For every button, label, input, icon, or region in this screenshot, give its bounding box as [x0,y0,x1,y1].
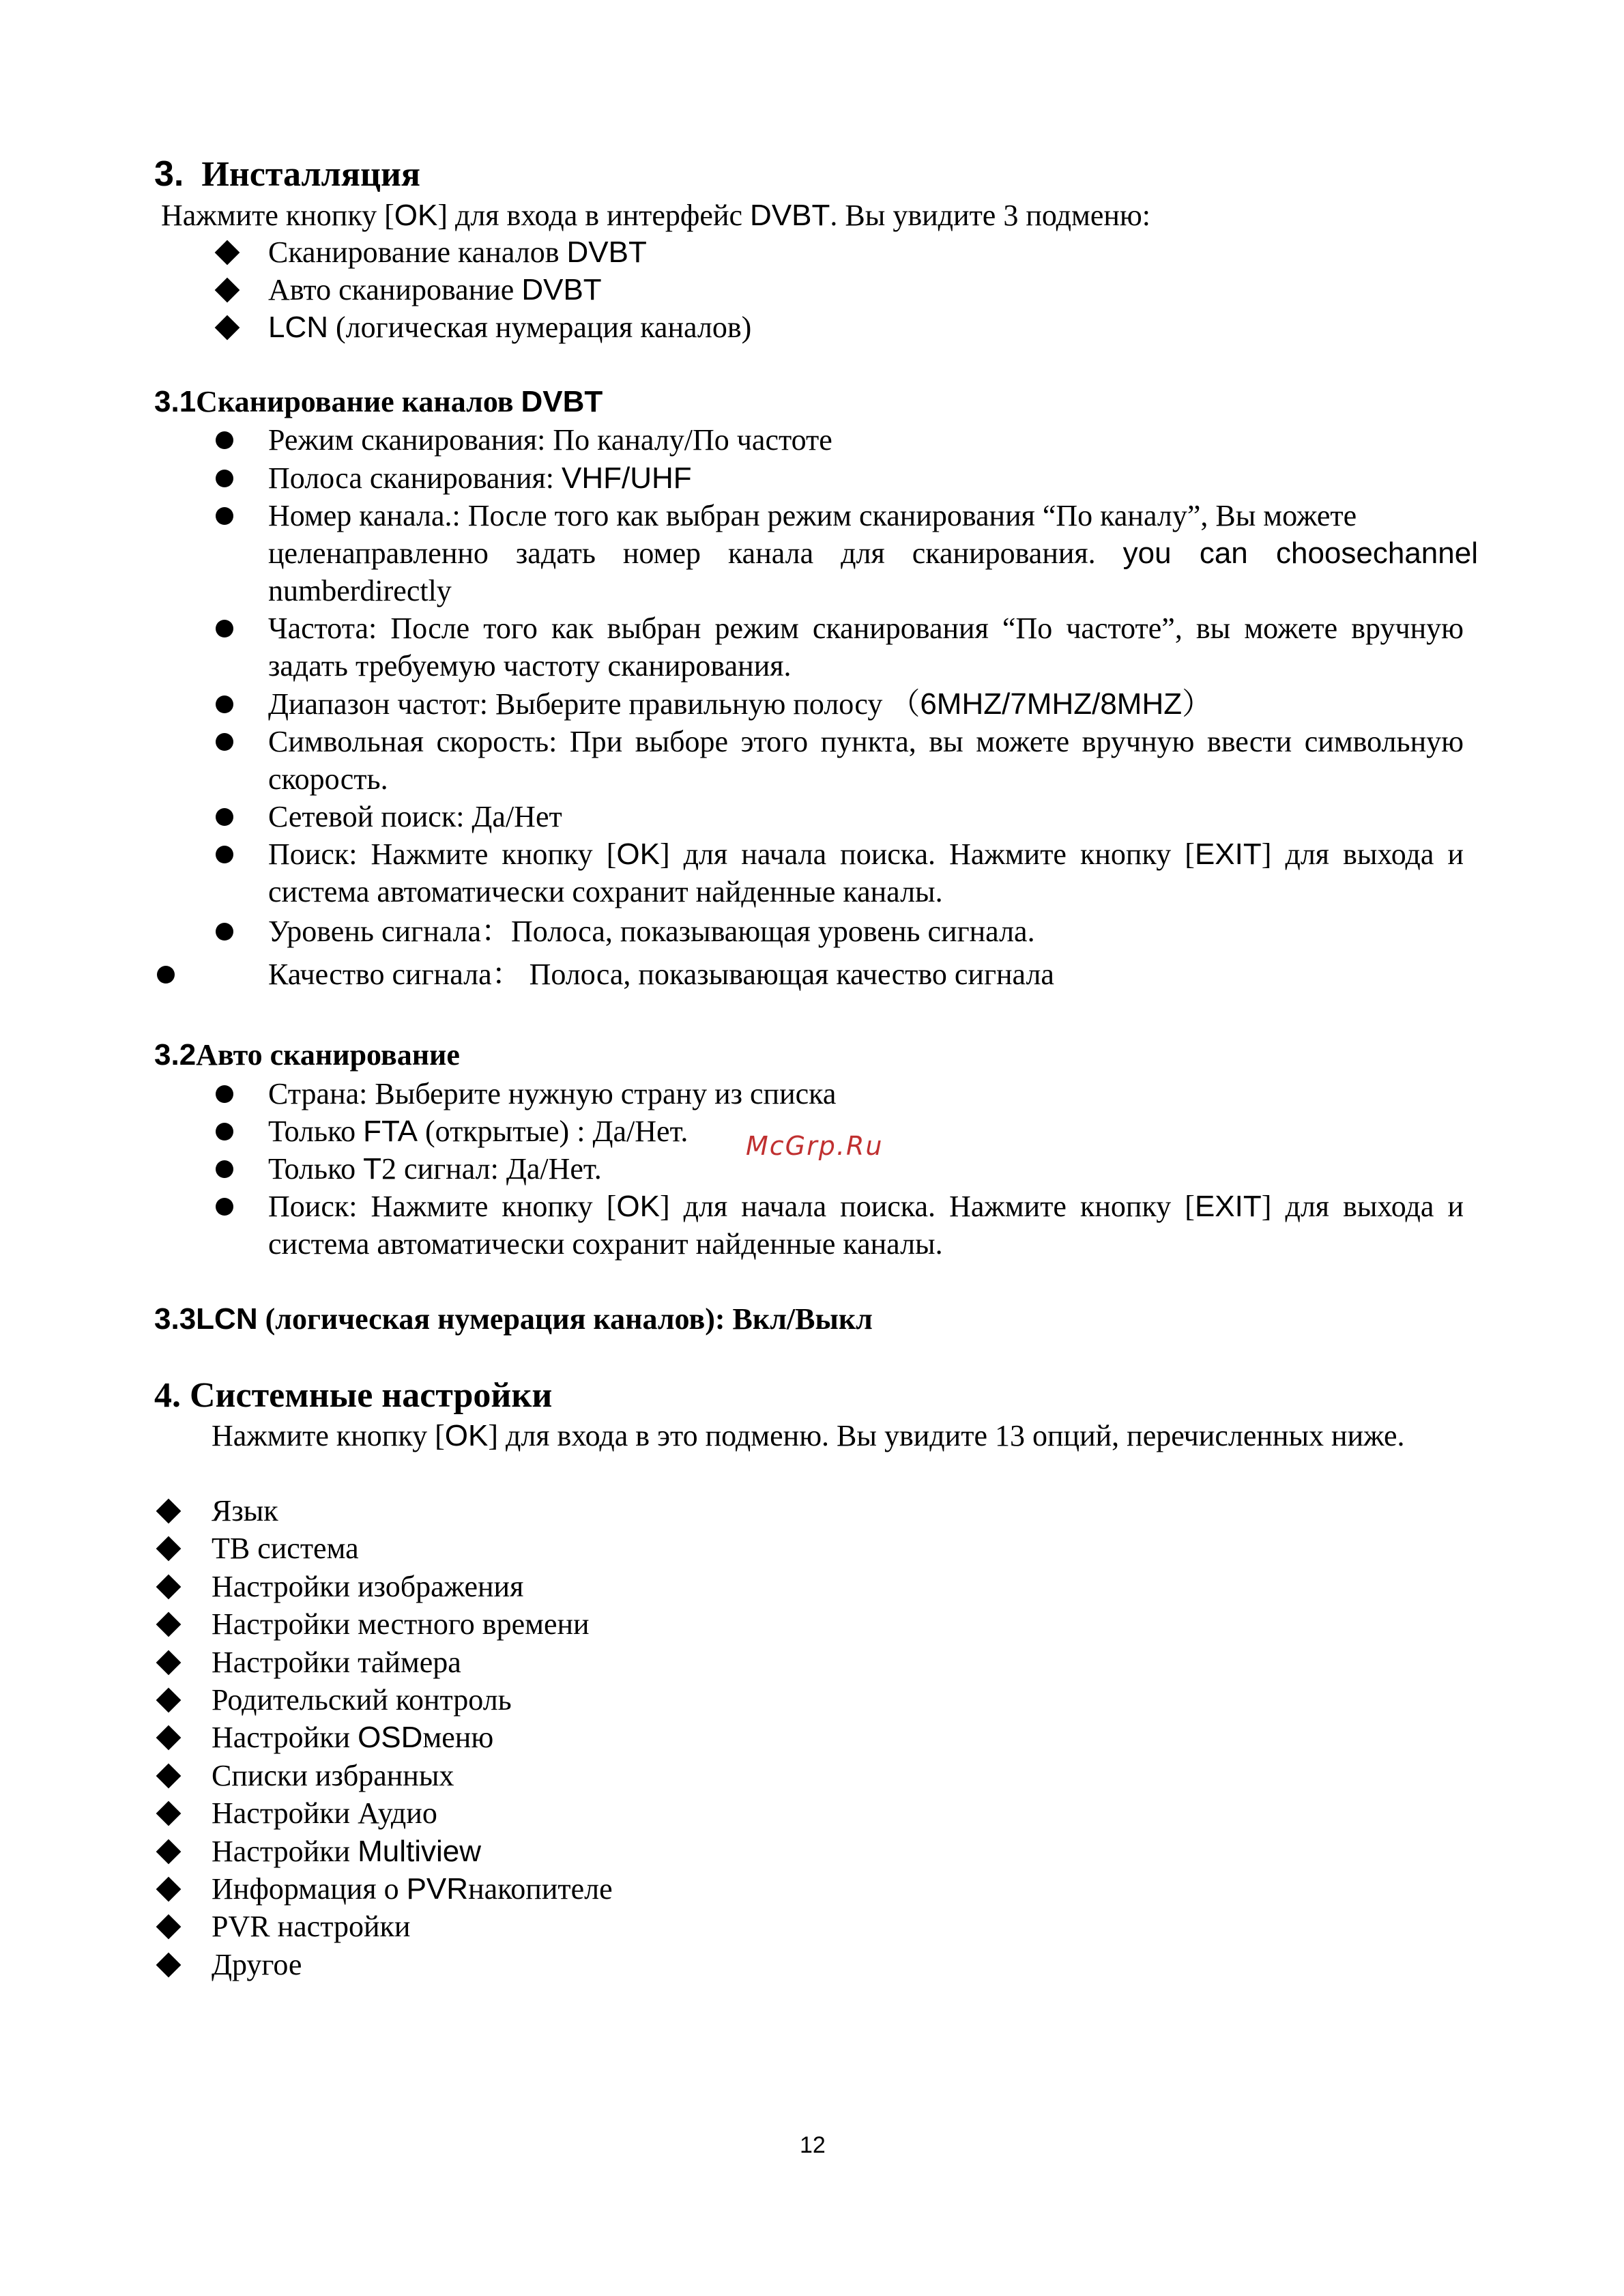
item-text: Сканирование каналов [268,235,567,269]
network-search-item: Сетевой поиск: Да/Нет [268,800,562,833]
item-text: 2 сигнал: Да/Нет. [381,1152,602,1186]
diamond-bullet-icon [156,1914,182,1940]
item-text: Настройки изображения [212,1570,524,1603]
settings-option [212,1908,410,1945]
frequency-range-item [268,685,1212,723]
signal-quality-item: Качество сигнала： Полоса, показывающая качество сигнала [268,958,1054,991]
settings-option [212,1492,278,1530]
section-4-intro [154,1417,1464,1454]
intro-text: ] для входа в интерфейс [437,199,751,232]
section-3-heading [154,154,420,195]
item-text: Настройки [212,1835,358,1868]
channel-number-line-2 [268,534,1478,572]
channel-number-line-3: numberdirectly [268,574,452,607]
section-3-1-title-latin: DVBT [521,385,603,418]
item-text: Только [268,1115,364,1148]
submenu-item-lcn [268,308,751,346]
t2-only-item [268,1150,602,1188]
item-text: накопителе [468,1872,613,1906]
dot-bullet-icon [216,1085,233,1103]
diamond-bullet-icon [156,1650,182,1676]
item-text: Поиск: Нажмите кнопку [ [268,837,617,871]
item-text: ] для выхода и система автоматически сохранит найденные каналы. [268,1190,1464,1261]
item-text: ] для выхода и система автоматически сохранит найденные каналы. [268,837,1464,908]
dot-bullet-icon [157,966,175,984]
settings-option [212,1530,359,1567]
section-3-2-title: Авто сканирование [196,1038,460,1072]
page-number: 12 [800,2132,826,2158]
submenu-item-auto-scan [268,271,602,308]
intro-text: ] для входа в это подменю. Вы увидите 13 опций, перечисленных ниже. [488,1419,1405,1452]
dot-bullet-icon [216,620,233,637]
item-text: Другое [212,1948,302,1981]
settings-option [212,1870,613,1908]
dot-bullet-icon [216,695,233,713]
section-3-3-lcn: LCN [196,1302,258,1336]
item-text: (логическая нумерация каналов) [328,311,752,344]
item-text: Информация о [212,1872,407,1906]
dot-bullet-icon [216,431,233,449]
item-latin: DVBT [566,235,647,269]
item-text: Поиск: Нажмите кнопку [ [268,1190,617,1223]
dot-bullet-icon [216,1198,233,1216]
item-text: PVR настройки [212,1910,411,1943]
item-latin: VHF/UHF [562,461,692,495]
dot-bullet-icon [216,846,233,863]
item-text: Диапазон частот: Выберите правильную полосу （ [268,687,920,721]
diamond-bullet-icon [156,1877,182,1902]
diamond-bullet-icon [156,1801,182,1826]
submenu-item-dvbt-scan [268,233,647,271]
dot-bullet-icon [216,1160,233,1178]
dot-bullet-icon [216,470,233,487]
channel-number-line-1: Номер канала.: После того как выбран режим сканирования “По каналу”, Вы можете [268,499,1357,532]
ok-key-label: OK [616,837,660,871]
settings-option [212,1757,454,1794]
diamond-bullet-icon [156,1499,182,1524]
item-text: Настройки таймера [212,1646,461,1679]
item-latin: OSD [358,1721,423,1754]
section-3-3-title: (логическая нумерация каналов): Вкл/Выкл [257,1302,873,1336]
ok-key-label: OK [616,1190,660,1223]
ok-key-label: OK [394,199,438,232]
dot-bullet-icon [216,808,233,826]
diamond-bullet-icon [215,315,240,341]
symbol-rate-item: Символьная скорость: При выборе этого пункта, вы можете вручную ввести символьную скорость. [268,725,1464,796]
item-text: Полоса сканирования: [268,461,562,495]
settings-option [212,1568,523,1605]
item-text: ） [1182,687,1213,721]
settings-option [212,1644,461,1681]
section-3-1-title: Сканирование каналов [196,385,521,418]
intro-text: Нажмите кнопку [ [212,1419,445,1452]
section-3-1-heading [154,384,603,419]
fta-only-item [268,1113,688,1150]
watermark: McGrp.Ru [746,1131,884,1161]
item-text: (открытые) : Да/Нет. [418,1115,688,1148]
item-latin: LCN [268,311,329,344]
section-4-heading: 4. Системные настройки [154,1376,553,1415]
section-3-3-number: 3.3 [154,1302,197,1336]
diamond-bullet-icon [215,278,240,303]
item-text: ТВ система [212,1532,359,1565]
item-text: целенаправленно задать номер канала для сканирования. [268,536,1096,570]
section-3-2-number: 3.2 [154,1038,197,1072]
signal-level-item: Уровень сигнала：Полоса, показывающая уровень сигнала. [268,915,1035,948]
diamond-bullet-icon [156,1575,182,1600]
section-3-number: 3. [154,154,184,194]
intro-text: . Вы увидите 3 подменю: [830,199,1151,232]
ok-key-label: OK [444,1419,489,1452]
item-latin: 6MHZ/7MHZ/8MHZ [920,687,1183,721]
item-latin: DVBT [521,273,602,306]
dvbt-label: DVBT [750,199,830,232]
settings-option [212,1794,437,1832]
search-item [268,835,1464,910]
item-latin: Multiview [358,1835,481,1868]
section-3-3-heading [154,1302,873,1336]
item-text: Настройки местного времени [212,1607,590,1641]
item-text: Родительский контроль [212,1683,512,1717]
diamond-bullet-icon [156,1612,182,1637]
exit-key-label: EXIT [1194,1190,1262,1223]
item-latin: T [363,1152,382,1186]
item-text: ] для начала поиска. Нажмите кнопку [ [659,837,1195,871]
country-item: Страна: Выберите нужную страну из списка [268,1077,837,1110]
item-latin: FTA [363,1115,418,1148]
item-text: Авто сканирование [268,273,522,306]
settings-option [212,1946,302,1983]
scan-mode-item: Режим сканирования: По каналу/По частоте [268,423,832,457]
diamond-bullet-icon [215,240,240,266]
settings-option [212,1681,512,1719]
diamond-bullet-icon [156,1725,182,1751]
item-text: меню [422,1721,494,1754]
item-text: Настройки Аудио [212,1796,437,1830]
diamond-bullet-icon [156,1536,182,1562]
diamond-bullet-icon [156,1688,182,1713]
section-3-1-number: 3.1 [154,385,197,418]
dot-bullet-icon [216,733,233,751]
dot-bullet-icon [216,1123,233,1140]
settings-option [212,1605,590,1643]
section-3-2-heading [154,1037,460,1072]
settings-option [212,1833,481,1870]
intro-text: Нажмите кнопку [ [161,199,394,232]
diamond-bullet-icon [156,1839,182,1865]
section-3-title: Инсталляция [201,155,421,194]
item-text: Списки избранных [212,1759,454,1792]
section-3-intro [161,197,1150,234]
item-text: ] для начала поиска. Нажмите кнопку [ [659,1190,1195,1223]
dot-bullet-icon [216,507,233,525]
frequency-item: Частота: После того как выбран режим сканирования “По частоте”, вы можете вручную задать требуемую частоту сканирования. [268,612,1464,683]
settings-option [212,1719,493,1756]
item-text: Настройки [212,1721,358,1754]
exit-key-label: EXIT [1194,837,1262,871]
item-latin: you can choosechannel [1122,536,1478,570]
item-text: Язык [212,1494,278,1527]
item-text: Только [268,1152,364,1186]
diamond-bullet-icon [156,1764,182,1789]
dot-bullet-icon [216,923,233,941]
auto-search-item [268,1188,1464,1263]
item-latin: PVR [406,1872,469,1906]
scan-band-item [268,459,692,497]
diamond-bullet-icon [156,1953,182,1978]
